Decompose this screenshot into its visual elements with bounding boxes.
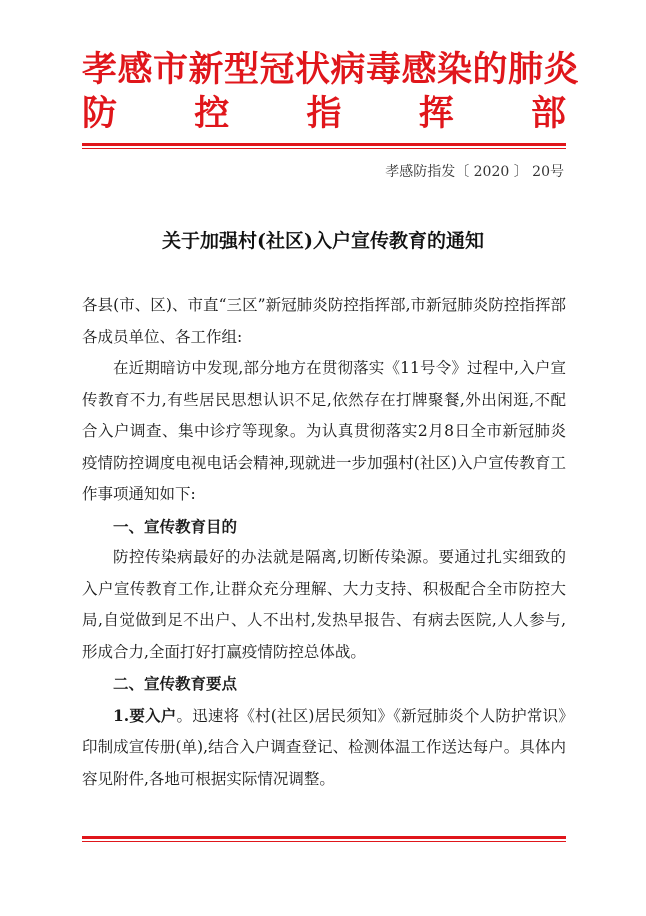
authority-char: 防 xyxy=(82,93,118,134)
section-heading: 一、宣传教育目的 xyxy=(113,516,238,536)
item-text: 。迅速将《村(社区)居民须知》《新冠肺炎个人防护常识》印制成宣传册(单),结合入户调查登记、检测体温工作送达每户。具体内容见附件,各地可根据实际情况调整。 xyxy=(82,706,566,788)
section-paragraph: 防控传染病最好的办法就是隔离,切断传染源。要通过扎实细致的入户宣传教育工作,让群众充分理解、大力支持、积极配合全市防控大局,自觉做到足不出户、人不出村,发热早报告、有病去医院,人人参与,形成合力,全面打好打赢疫情防控总体战。 xyxy=(82,548,566,661)
issuing-authority-line1: 孝感市新型冠状病毒感染的肺炎 xyxy=(82,49,580,90)
header-divider-thick xyxy=(82,143,566,146)
authority-char: 控 xyxy=(194,93,230,134)
addressee: 各县(市、区)、市直“三区”新冠肺炎防控指挥部,市新冠肺炎防控指挥部各成员单位、各工作组: xyxy=(82,296,566,346)
authority-char: 部 xyxy=(530,93,566,134)
footer-divider-thin xyxy=(82,841,566,842)
document-number: 孝感防指发〔 2020 〕 20号 xyxy=(385,164,564,180)
header-divider-thin xyxy=(82,148,566,149)
issuing-authority-line2 xyxy=(82,92,566,136)
section-heading: 二、宣传教育要点 xyxy=(113,674,238,693)
document-title: 关于加强村(社区)入户宣传教育的通知 xyxy=(162,230,484,252)
authority-char: 挥 xyxy=(418,93,454,134)
document-body xyxy=(82,290,566,795)
numbered-item xyxy=(82,700,566,796)
authority-char: 指 xyxy=(306,93,342,134)
footer-divider-thick xyxy=(82,836,566,839)
intro-paragraph: 在近期暗访中发现,部分地方在贯彻落实《11号令》过程中,入户宣传教育不力,有些居民思想认识不足,依然存在打牌聚餐,外出闲逛,不配合入户调查、集中诊疗等现象。为认真贯彻落实2月8日全市新冠肺炎疫情防控调度电视电话会精神,现就进一步加强村(社区)入户宣传教育工作事项通知如下: xyxy=(82,359,566,503)
item-lead: 1.要入户 xyxy=(113,705,177,725)
